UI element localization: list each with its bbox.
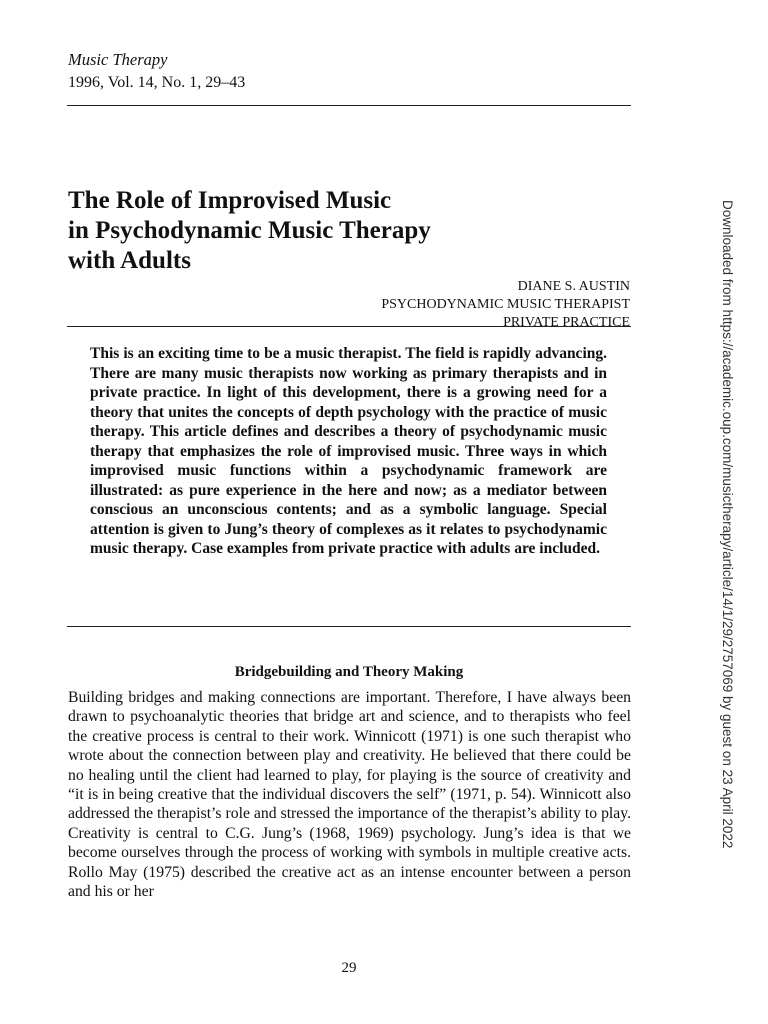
abstract-bottom-rule bbox=[67, 626, 631, 627]
page-number: 29 bbox=[341, 960, 357, 976]
body-paragraph: Building bridges and making connections are important. Therefore, I have always been drawn to psychoanalytic theories that bridge art and science, and to therapists who feel the creative process is central to their work. Winnicott (1971) is one such therapist who wrote about the connection between play and creativity. He believed that there could be no healing until the client had learned to play, for playing is the source of creativity and “it is in being creative that the individual discovers the self” (1971, p. 54). Winnicott also addressed the therapist’s role and stressed the importance of the therapist’s ability to play. Creativity is central to C.G. Jung’s (1968, 1969) psychology. Jung’s idea is that we become ourselves through the process of working with symbols in multiple creative acts. Rollo May (1975) described the creative act as an intense encounter between a person and his or her bbox=[68, 689, 631, 901]
journal-name: Music Therapy bbox=[68, 50, 168, 69]
download-watermark: Downloaded from https://academic.oup.com/musictherapy/article/14/1/29/2757069 by guest on 23 April 2022 bbox=[720, 200, 735, 849]
section-heading: Bridgebuilding and Theory Making bbox=[234, 664, 464, 680]
author-role: PSYCHODYNAMIC MUSIC THERAPIST bbox=[381, 297, 630, 312]
author-name: DIANE S. AUSTIN bbox=[517, 279, 630, 294]
abstract: This is an exciting time to be a music therapist. The field is rapidly advancing. There are many music therapists now working as primary therapists and in private practice. In light of this development, there is a growing need for a theory that unites the concepts of depth psychology with the practice of music therapy. This article defines and describes a theory of psychodynamic music therapy that emphasizes the role of improvised music. Three ways in which improvised music functions within a psychodynamic framework are illustrated: as pure experience in the here and now; as a mediator between conscious an unconscious contents; and as a symbolic language. Special attention is given to Jung’s theory of complexes as it relates to psychodynamic music therapy. Case examples from private practice with adults are included. bbox=[90, 345, 607, 557]
journal-issue: 1996, Vol. 14, No. 1, 29–43 bbox=[68, 74, 246, 91]
title-line-3: with Adults bbox=[68, 247, 191, 274]
author-affiliation: PRIVATE PRACTICE bbox=[503, 315, 630, 330]
abstract-top-rule bbox=[67, 326, 631, 327]
title-line-1: The Role of Improvised Music bbox=[68, 187, 392, 214]
author-block bbox=[381, 278, 630, 332]
header-rule bbox=[67, 105, 631, 106]
title-line-2: in Psychodynamic Music Therapy bbox=[68, 217, 431, 244]
article-title bbox=[68, 186, 628, 276]
